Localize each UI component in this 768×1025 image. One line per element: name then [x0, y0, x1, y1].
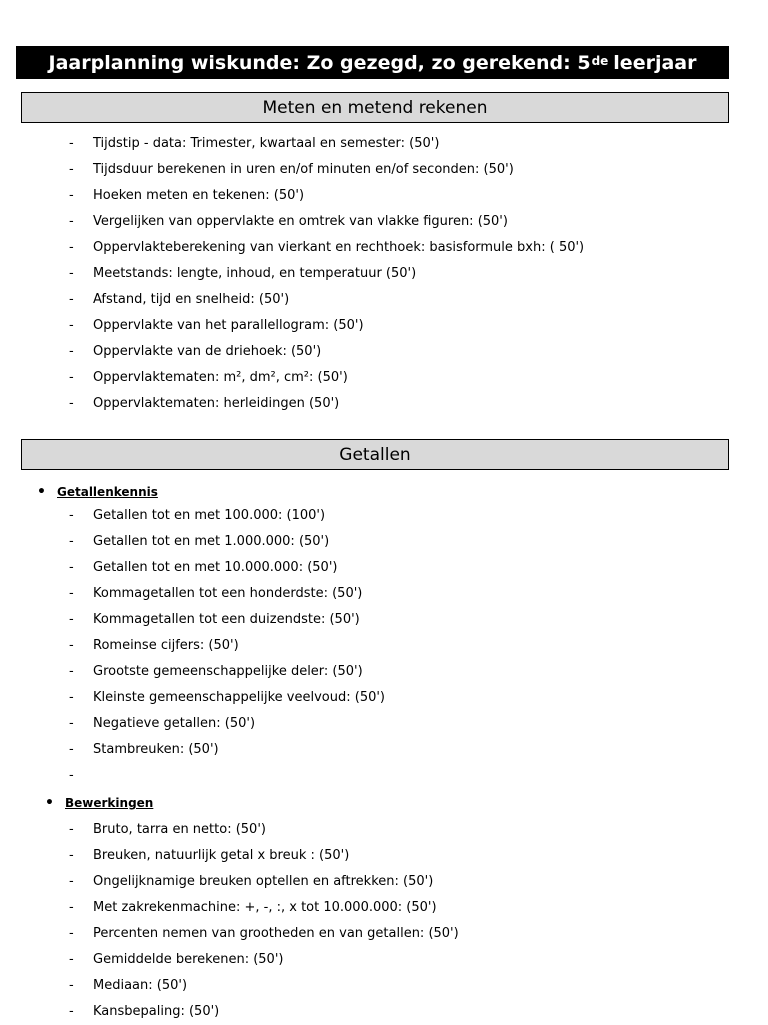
list-item-text: Breuken, natuurlijk getal x breuk : (50'): [93, 848, 350, 863]
dash-icon: -: [69, 742, 74, 757]
title-main: Jaarplanning wiskunde: Zo gezegd, zo gerekend: 5: [48, 51, 591, 74]
dash-icon: -: [69, 240, 74, 255]
list-item-text: Vergelijken van oppervlakte en omtrek van vlakke figuren: (50'): [93, 214, 508, 229]
list-item-text: Hoeken meten en tekenen: (50'): [93, 188, 305, 203]
dash-icon: -: [69, 952, 74, 967]
dash-icon: -: [69, 638, 74, 653]
list-item-text: Meetstands: lengte, inhoud, en temperatuur (50'): [93, 266, 417, 281]
list-item-text: Oppervlakteberekening van vierkant en rechthoek: basisformule bxh: ( 50'): [93, 240, 585, 255]
dash-icon: -: [69, 1004, 74, 1019]
group-heading-getallenkennis: [37, 481, 158, 503]
bullet-icon: •: [45, 795, 54, 811]
dash-icon: -: [69, 822, 74, 837]
dash-icon: -: [69, 344, 74, 359]
dash-icon: -: [69, 664, 74, 679]
title-superscript: de: [591, 53, 609, 68]
list-item-text: Getallen tot en met 100.000: (100'): [93, 508, 326, 523]
list-item-text: Bruto, tarra en netto: (50'): [93, 822, 266, 837]
list-item-text: Oppervlaktematen: m², dm², cm²: (50'): [93, 370, 348, 385]
list-item-text: Kommagetallen tot een duizendste: (50'): [93, 612, 360, 627]
dash-icon: -: [69, 396, 74, 411]
dash-icon: -: [69, 266, 74, 281]
dash-icon: -: [69, 978, 74, 993]
dash-icon: -: [69, 874, 74, 889]
dash-icon: -: [69, 768, 74, 783]
list-item-text: Kleinste gemeenschappelijke veelvoud: (50'): [93, 690, 386, 705]
group-heading-bewerkingen: [45, 792, 154, 814]
dash-icon: -: [69, 848, 74, 863]
dash-icon: -: [69, 534, 74, 549]
list-item-text: Grootste gemeenschappelijke deler: (50'): [93, 664, 363, 679]
list-item-text: Negatieve getallen: (50'): [93, 716, 256, 731]
list-item-text: Getallen tot en met 10.000.000: (50'): [93, 560, 338, 575]
group-label: Getallenkennis: [57, 485, 158, 499]
list-item-text: Ongelijknamige breuken optellen en aftrekken: (50'): [93, 874, 434, 889]
page-title: [16, 46, 729, 79]
list-item-text: Romeinse cijfers: (50'): [93, 638, 239, 653]
section-heading-meten: Meten en metend rekenen: [21, 92, 729, 123]
list-item-text: Oppervlakte van de driehoek: (50'): [93, 344, 322, 359]
list-item-text: Kommagetallen tot een honderdste: (50'): [93, 586, 363, 601]
dash-icon: -: [69, 690, 74, 705]
list-item-text: Getallen tot en met 1.000.000: (50'): [93, 534, 330, 549]
dash-icon: -: [69, 716, 74, 731]
list-item-text: Oppervlakte van het parallellogram: (50'): [93, 318, 364, 333]
dash-icon: -: [69, 370, 74, 385]
bullet-icon: •: [37, 484, 46, 500]
list-item-text: Tijdsduur berekenen in uren en/of minuten en/of seconden: (50'): [93, 162, 514, 177]
dash-icon: -: [69, 586, 74, 601]
dash-icon: -: [69, 508, 74, 523]
group-label: Bewerkingen: [65, 796, 154, 810]
dash-icon: -: [69, 926, 74, 941]
list-item-text: Tijdstip - data: Trimester, kwartaal en semester: (50'): [93, 136, 440, 151]
section-heading-getallen: Getallen: [21, 439, 729, 470]
list-item-text: Percenten nemen van grootheden en van getallen: (50'): [93, 926, 459, 941]
dash-icon: -: [69, 214, 74, 229]
list-item-text: Oppervlaktematen: herleidingen (50'): [93, 396, 340, 411]
dash-icon: -: [69, 900, 74, 915]
dash-icon: -: [69, 188, 74, 203]
title-tail: leerjaar: [613, 51, 697, 74]
dash-icon: -: [69, 162, 74, 177]
list-item-text: Gemiddelde berekenen: (50'): [93, 952, 284, 967]
list-item-text: Afstand, tijd en snelheid: (50'): [93, 292, 290, 307]
list-item-text: Met zakrekenmachine: +, -, :, x tot 10.000.000: (50'): [93, 900, 437, 915]
dash-icon: -: [69, 292, 74, 307]
list-item-text: Stambreuken: (50'): [93, 742, 219, 757]
dash-icon: -: [69, 560, 74, 575]
dash-icon: -: [69, 318, 74, 333]
list-item-text: Kansbepaling: (50'): [93, 1004, 220, 1019]
list-item-text: Mediaan: (50'): [93, 978, 188, 993]
dash-icon: -: [69, 136, 74, 151]
dash-icon: -: [69, 612, 74, 627]
